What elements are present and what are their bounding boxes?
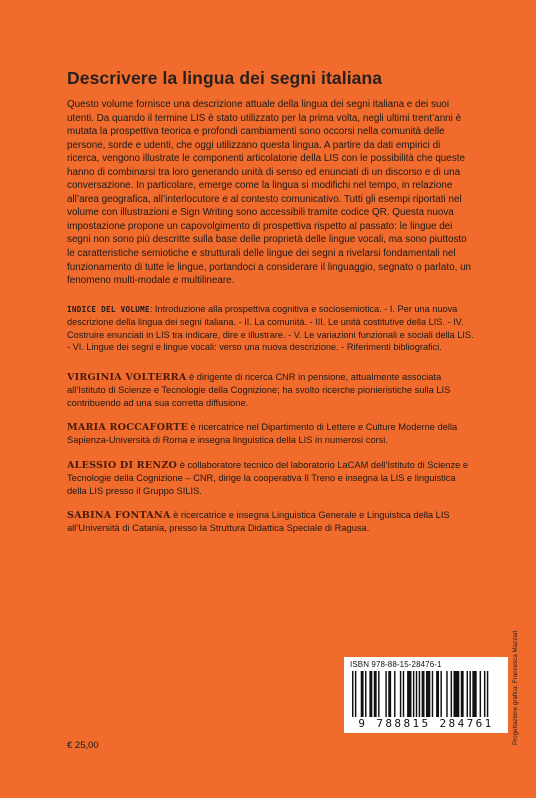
barcode-label <box>344 657 508 733</box>
book-description: Questo volume fornisce una descrizione attuale della lingua dei segni italiana e dei suoi utenti. Da quando il termine LIS è stato utilizzato per la prima volta, negli ultimi trent’anni è mutata la prospettiva teorica e profondi cambiamenti sono occorsi nella comunità delle persone, sorde e udenti, che oggi utilizzano questa lingua. A partire da dati empirici di ricerca, vengono illustrate le componenti articolatorie della LIS con le possibilità che queste hanno di combinarsi tra loro generando unità di senso ed enunciati di un discorso e di una conversazione. In particolare, emerge come la lingua si modifichi nel tempo, in relazione all’area geografica, all’interlocutore e al contesto comunicativo. Tutti gli esempi riportati nel volume con illustrazioni e Sign Writing sono accessibili tramite codice QR. Questa nuova impostazione propone un capovolgimento di prospettiva rispetto al passato: le lingue dei segni non sono più descritte sulla base delle proprietà delle lingue vocali, ma sono piuttosto le caratteristiche semiotiche e strutturali delle lingue dei segni a rivelarsi fondamentali nel funzionamento di tutte le lingue, portandoci a considerare il linguaggio, segnato o parlato, un fenomeno multi-modale e multilineare. <box>67 99 472 287</box>
author-bio-roccaforte <box>67 421 477 447</box>
index-label: INDICE DEL VOLUME <box>67 305 150 314</box>
author-bio: è dirigente di ricerca CNR in pensione, attualmente associata all’Istituto di Scienze e Tecnologie della Cognizione; ha svolto ricerche pionieristiche sulla LIS contribuendo ad una sua corretta diffusione. <box>67 372 451 408</box>
author-bio: è collaboratore tecnico del laboratorio LaCAM dell’Istituto di Scienze e Tecnologie della Cognizione – CNR, dirige la cooperativa Il Treno e insegna la LIS e linguistica della LIS presso il Gruppo SILIS. <box>67 460 469 496</box>
author-bio: è ricercatrice e insegna Linguistica Generale e Linguistica della LIS all’Università di Catania, presso la Struttura Didattica Speciale di Ragusa. <box>67 510 450 534</box>
author-bio-volterra <box>67 371 477 409</box>
index-text: : Introduzione alla prospettiva cognitiva e sociosemiotica. - I. Per una nuova descrizione della lingua dei segni italiana. - II. La comunità. - III. Le unità costitutive della LIS. - IV. Costruire enunciati in LIS tra indicare, dire e illustrare. - V. Le variazioni funzionali e sociali della LIS. - VI. Lingue dei segni e lingue vocali: verso una nuova descrizione. - Riferimenti bibliografici. <box>67 304 474 352</box>
barcode-icon <box>350 671 502 717</box>
table-of-contents <box>67 303 475 353</box>
author-name: VIRGINIA VOLTERRA <box>67 372 187 383</box>
ean-digits: 9 788815 284761 <box>358 717 494 730</box>
author-bio: è ricercatrice nel Dipartimento di Lettere e Culture Moderne della Sapienza-Università di Roma e insegna linguistica della LIS in numerosi corsi. <box>67 422 458 446</box>
author-name: MARIA ROCCAFORTE <box>67 422 188 433</box>
book-title: Descrivere la lingua dei segni italiana <box>67 68 383 88</box>
author-name: ALESSIO DI RENZO <box>67 460 178 471</box>
isbn-number: ISBN 978-88-15-28476-1 <box>350 660 442 669</box>
author-bio-direnzo <box>67 459 477 497</box>
author-name: SABINA FONTANA <box>67 510 171 521</box>
author-bio-fontana <box>67 509 477 535</box>
price: € 25,00 <box>67 740 99 751</box>
design-credit: Progettazione grafica: Francesca Mazzari <box>512 630 519 745</box>
